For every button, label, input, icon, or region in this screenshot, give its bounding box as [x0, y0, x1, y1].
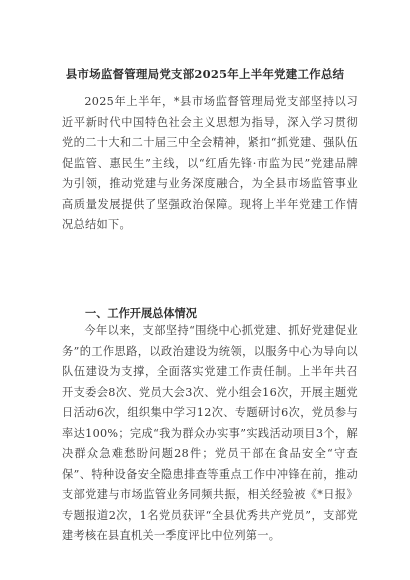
section-paragraph: 今年以来，支部坚持“围绕中心抓党建、抓好党建促业务”的工作思路，以政治建设为统领，以服务中心为导向以队伍建设为支撑，全面落实党建工作责任制。上半年共召开支委会8次、党员大会3次、党小组会16次，开展主题党日活动6次，组织集中学习12次、专题研讨6次，党员参与率达100%；完成“我为群众办实事”实践活动项目3个，解决群众急难愁盼问题28件；党员干部在食品安全“守查保”、特种设备安全隐患排查等重点工作中冲锋在前，推动支部党建与市场监管业务同频共振，相关经验被《*日报》专题报道2次，1名党员获评“全县优秀共产党员”，支部党建考核在县直机关一季度评比中位列第一。	[62, 324, 358, 542]
intro-paragraph: 2025年上半年，*县市场监督管理局党支部坚持以习近平新时代中国特色社会主义思想为指导，深入学习贯彻党的二十大和二十届三中全会精神，紧扣“抓党建、强队伍促监管、惠民生”主线，以“红盾先锋·市监为民”党建品牌为引领，推动党建与业务深度融合，为全县市场监管事业高质量发展提供了坚强政治保障。现将上半年党建工作情况总结如下。	[62, 95, 358, 231]
section-heading: 一、工作开展总体情况	[85, 306, 197, 320]
document-title: 县市场监督管理局党支部2025年上半年党建工作总结	[65, 67, 345, 81]
